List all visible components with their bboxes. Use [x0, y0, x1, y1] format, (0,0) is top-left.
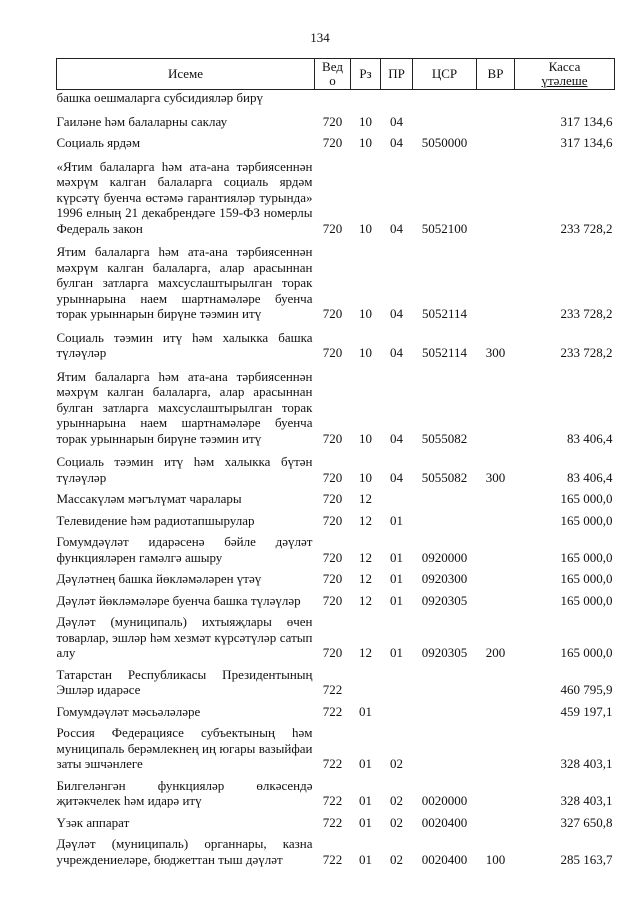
- row-csr: 0920305: [421, 592, 468, 608]
- row-amount: 83 406,4: [567, 430, 613, 446]
- row-rz: 10: [359, 469, 372, 485]
- row-pr: 02: [390, 756, 403, 771]
- row-vr: [477, 719, 515, 772]
- row-name: Дәүләт (муниципаль) ихтыяҗлары өчен товарлар, эшләр һәм хезмәт күрсәтүләр сатып алу: [56, 614, 313, 660]
- row-amount: 328 403,1: [560, 793, 613, 808]
- row-vr: 100: [485, 851, 506, 867]
- row-vedo: 720: [322, 135, 343, 150]
- row-pr: 04: [390, 220, 403, 236]
- row-amount: 83 406,4: [567, 469, 613, 485]
- row-vr: [477, 236, 515, 322]
- row-amount: 317 134,6: [560, 113, 613, 129]
- row-vr: [477, 698, 515, 720]
- row-name: Социаль тәэмин итү һәм халыкка бүтән түләүләр: [56, 454, 313, 485]
- row-csr: 0920300: [421, 571, 468, 586]
- row-vedo: 720: [322, 549, 343, 565]
- table-row: [57, 361, 615, 447]
- row-vedo: 722: [322, 814, 343, 830]
- table-row: [57, 322, 615, 361]
- row-csr: [413, 698, 477, 720]
- row-csr: 5055082: [421, 430, 468, 446]
- row-amount: 233 728,2: [560, 220, 613, 236]
- table-row: [57, 236, 615, 322]
- row-name: Татарстан Республикасы Президентының Эшләр идарәсе: [56, 666, 313, 697]
- row-name: Гаиләне һәм балаларны саклау: [56, 113, 228, 129]
- row-vr: [477, 528, 515, 565]
- row-csr: 0920305: [421, 645, 468, 660]
- row-rz: [351, 661, 381, 698]
- table-row: [57, 809, 615, 831]
- row-vr: [477, 772, 515, 809]
- row-csr: 5052114: [421, 345, 468, 360]
- table-row: [57, 661, 615, 698]
- row-name: «Ятим балаларга һәм ата-ана тәрбиясеннән мәхрүм калган балаларга социаль ярдәм күрсәтү буенча өстәмә гарантияләр турында» 1996 елның 21 декабрендәге 159-ФЗ номерлы Федераль закон: [56, 158, 313, 236]
- row-vr: [477, 361, 515, 447]
- row-amount: 285 163,7: [560, 851, 613, 867]
- table-row: [57, 151, 615, 237]
- row-rz: 01: [359, 703, 372, 719]
- row-rz: 12: [359, 592, 372, 608]
- row-pr: 04: [390, 113, 403, 129]
- row-pr: 01: [390, 645, 403, 660]
- row-vr: [477, 565, 515, 587]
- header-rz: Рз: [351, 59, 381, 90]
- row-vedo: 722: [322, 682, 343, 697]
- table-header: [57, 59, 615, 90]
- row-rz: 01: [359, 793, 372, 808]
- row-vedo: 720: [322, 469, 343, 485]
- row-name: Социаль тәэмин итү һәм халыкка башка түләүләр: [56, 329, 313, 360]
- table-row: [57, 507, 615, 529]
- row-name: Россия Федерациясе субъектының һәм муниципаль берәмлекнең иң югары вазыйфаи заты эшчәнлеге: [56, 725, 313, 771]
- row-name: башка оешмаларга субсидияләр бирү: [56, 90, 264, 105]
- row-name: Дәүләт йөкләмәләре буенча башка түләүләр: [56, 592, 301, 608]
- table-row: [57, 772, 615, 809]
- header-csr: ЦСР: [413, 59, 477, 90]
- row-vedo: 720: [322, 430, 343, 446]
- row-rz: 01: [359, 756, 372, 771]
- row-vedo: 720: [322, 306, 343, 321]
- header-vedo: Ведо: [315, 59, 351, 90]
- row-vedo: 720: [322, 113, 343, 129]
- row-csr: [413, 485, 477, 507]
- page-number: 134: [310, 30, 330, 45]
- row-csr: 0020400: [421, 851, 468, 867]
- row-vedo: 722: [322, 793, 343, 808]
- row-csr: [413, 507, 477, 529]
- row-vr: [477, 90, 515, 106]
- row-csr: 5052100: [421, 220, 468, 236]
- row-amount: 328 403,1: [560, 756, 613, 771]
- row-rz: 10: [359, 306, 372, 321]
- row-vedo: 720: [322, 571, 343, 586]
- row-pr: 02: [390, 793, 403, 808]
- table-row: [57, 698, 615, 720]
- row-pr: [381, 485, 413, 507]
- table-row: [57, 565, 615, 587]
- row-rz: 12: [359, 549, 372, 565]
- row-pr: 04: [390, 469, 403, 485]
- header-vr: ВР: [477, 59, 515, 90]
- row-name: Билгеләнгән функцияләр өлкәсендә җитәкчелек һәм идарә итү: [56, 777, 313, 808]
- row-rz: 10: [359, 135, 372, 150]
- row-vedo: 720: [322, 345, 343, 360]
- row-pr: 04: [390, 306, 403, 321]
- row-rz: 10: [359, 113, 372, 129]
- row-vedo: 720: [322, 592, 343, 608]
- row-vedo: 722: [322, 703, 343, 719]
- row-rz: 12: [359, 491, 372, 506]
- row-name: Гомумдәүләт мәсьәләләре: [56, 703, 201, 719]
- row-name: Социаль ярдәм: [56, 135, 141, 150]
- row-pr: 04: [390, 430, 403, 446]
- row-name: Телевидение һәм радиотапшырулар: [56, 512, 255, 528]
- row-amount: 327 650,8: [560, 814, 613, 830]
- row-vedo: [315, 90, 351, 106]
- row-pr: 01: [390, 592, 403, 608]
- row-amount: [515, 90, 615, 106]
- table-row: [57, 587, 615, 609]
- row-vr: [477, 106, 515, 130]
- row-rz: 01: [359, 814, 372, 830]
- header-kassa: Касса үтәлеше: [515, 59, 615, 90]
- row-vr: 300: [485, 345, 506, 360]
- row-amount: 165 000,0: [560, 549, 613, 565]
- row-rz: 01: [359, 851, 372, 867]
- row-name: Массакүләм мәгълүмат чаралары: [56, 491, 242, 506]
- row-rz: 12: [359, 571, 372, 586]
- table-row: [57, 485, 615, 507]
- row-rz: 10: [359, 345, 372, 360]
- table-row: [57, 830, 615, 867]
- row-csr: 5050000: [421, 135, 468, 150]
- row-pr: 02: [390, 814, 403, 830]
- row-rz: 12: [359, 512, 372, 528]
- row-pr: 01: [390, 571, 403, 586]
- row-csr: [413, 719, 477, 772]
- row-amount: 165 000,0: [560, 491, 613, 506]
- row-vr: 300: [485, 469, 506, 485]
- row-csr: 5052114: [421, 306, 468, 321]
- row-vr: [477, 661, 515, 698]
- row-vr: [477, 587, 515, 609]
- row-amount: 165 000,0: [560, 512, 613, 528]
- row-csr: 0920000: [421, 549, 468, 565]
- row-rz: [351, 90, 381, 106]
- row-pr: [381, 90, 413, 106]
- row-amount: 165 000,0: [560, 571, 613, 586]
- row-csr: [413, 90, 477, 106]
- row-csr: 0020400: [421, 814, 468, 830]
- row-name: Дәүләтнең башка йөкләмәләрен үтәү: [56, 571, 262, 586]
- row-vedo: 720: [322, 491, 343, 506]
- row-amount: 460 795,9: [560, 682, 613, 697]
- budget-table: [56, 58, 615, 867]
- row-pr: 01: [390, 549, 403, 565]
- row-vedo: 720: [322, 512, 343, 528]
- table-row: [57, 446, 615, 485]
- row-pr: [381, 698, 413, 720]
- header-name: Исеме: [57, 59, 315, 90]
- row-csr: [413, 106, 477, 130]
- row-pr: 04: [390, 345, 403, 360]
- row-pr: 04: [390, 135, 403, 150]
- row-amount: 165 000,0: [560, 645, 613, 660]
- row-amount: 165 000,0: [560, 592, 613, 608]
- row-vr: [477, 809, 515, 831]
- table-row: [57, 90, 615, 106]
- row-amount: 317 134,6: [560, 135, 613, 150]
- row-pr: [381, 661, 413, 698]
- row-amount: 459 197,1: [560, 703, 613, 719]
- row-vedo: 722: [322, 756, 343, 771]
- row-pr: 01: [390, 512, 403, 528]
- row-vr: [477, 485, 515, 507]
- table-row: [57, 528, 615, 565]
- row-csr: 5055082: [421, 469, 468, 485]
- row-rz: 10: [359, 220, 372, 236]
- header-pr: ПР: [381, 59, 413, 90]
- table-row: [57, 719, 615, 772]
- row-vr: [477, 129, 515, 151]
- row-vr: 200: [485, 645, 506, 660]
- row-csr: 0020000: [421, 793, 468, 808]
- row-vedo: 720: [322, 220, 343, 236]
- table-body: [57, 90, 615, 868]
- row-amount: 233 728,2: [560, 306, 613, 321]
- table-row: [57, 106, 615, 130]
- row-vr: [477, 507, 515, 529]
- row-amount: 233 728,2: [560, 345, 613, 360]
- row-vedo: 720: [322, 645, 343, 660]
- row-rz: 12: [359, 645, 372, 660]
- row-vr: [477, 151, 515, 237]
- row-name: Ятим балаларга һәм ата-ана тәрбиясеннән мәхрүм калган балаларга, алар арасыннан булган затларга махсуслаштырылган торак урыннарына наем шартнамәләре буенча торак урыннарын бирүне тәэмин итү: [56, 368, 313, 446]
- table-row: [57, 608, 615, 661]
- row-name: Ятим балаларга һәм ата-ана тәрбиясеннән мәхрүм калган балаларга, алар арасыннан булган затларга махсуслаштырылган торак урыннарына наем шартнамәләре буенча торак урыннарын бирүне тәэмин итү: [56, 244, 313, 321]
- row-rz: 10: [359, 430, 372, 446]
- row-csr: [413, 661, 477, 698]
- table-row: [57, 129, 615, 151]
- row-name: Үзәк аппарат: [56, 814, 130, 830]
- row-pr: 02: [390, 851, 403, 867]
- row-name: Гомумдәүләт идарәсенә бәйле дәүләт функцияләрен гамәлгә ашыру: [56, 534, 313, 565]
- row-vedo: 722: [322, 851, 343, 867]
- row-name: Дәүләт (муниципаль) органнары, казна учреждениеләре, бюджеттан тыш дәүләт: [56, 836, 313, 867]
